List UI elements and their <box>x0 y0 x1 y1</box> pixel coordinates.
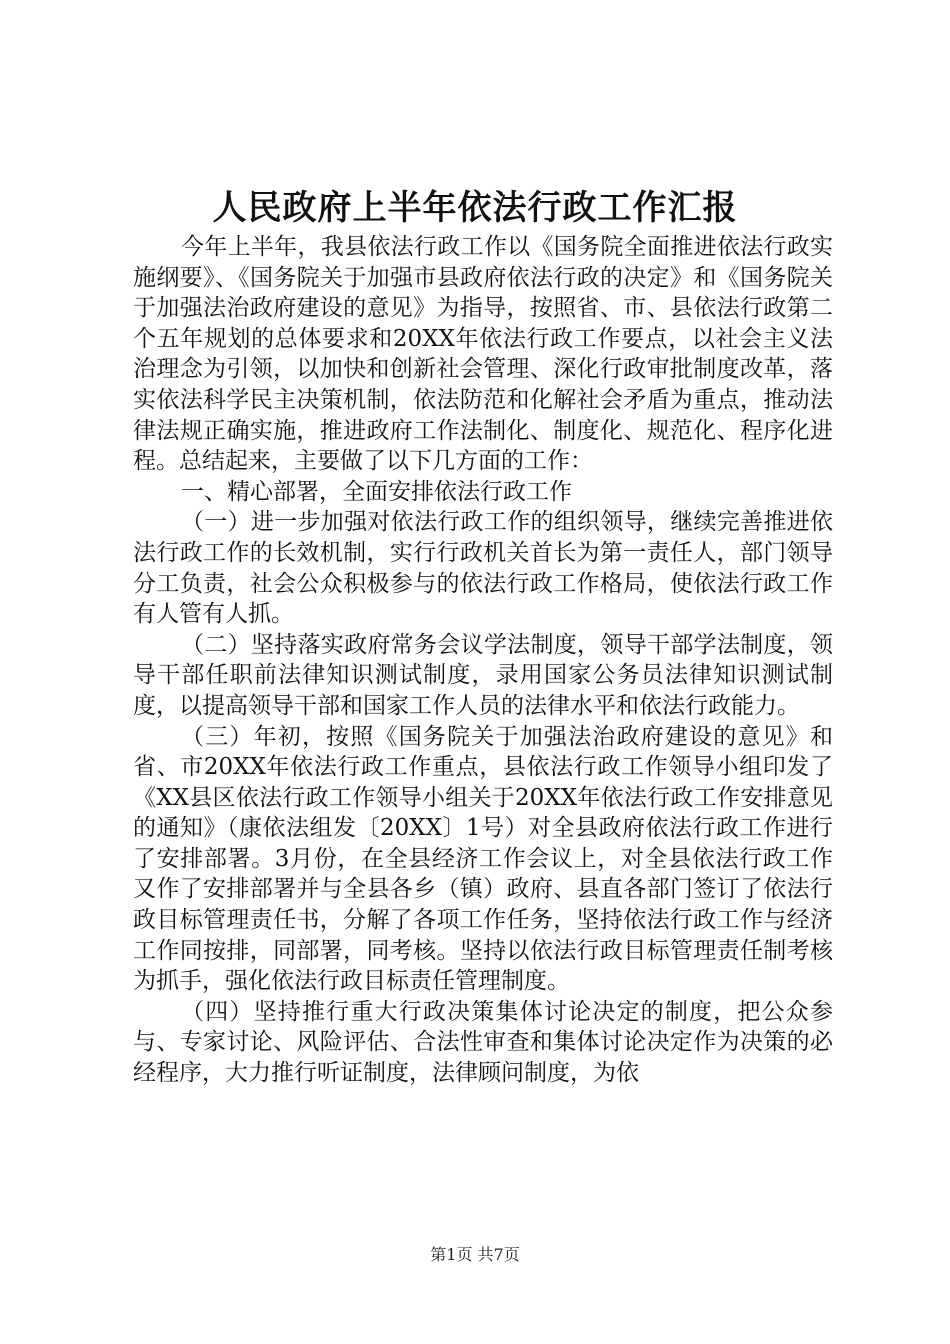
paragraph-item-2: （二）坚持落实政府常务会议学法制度，领导干部学法制度，领导干部任职前法律知识测试制度，录用国家公务员法律知识测试制度，以提高领导干部和国家工作人员的法律水平和依法行政能力。 <box>133 631 833 719</box>
document-body <box>133 232 833 1089</box>
page-footer: 第1页 共7页 <box>430 1245 520 1264</box>
section-heading: 一、精心部署，全面安排依法行政工作 <box>181 478 572 505</box>
paragraph-intro: 今年上半年，我县依法行政工作以《国务院全面推进依法行政实施纲要》、《国务院关于加强市县政府依法行政的决定》和《国务院关于加强法治政府建设的意见》为指导，按照省、市、县依法行政第二个五年规划的总体要求和20XX年依法行政工作要点，以社会主义法治理念为引领，以加快和创新社会管理、深化行政审批制度改革，落实依法科学民主决策机制，依法防范和化解社会矛盾为重点，推动法律法规正确实施，推进政府工作法制化、制度化、规范化、程序化进程。总结起来，主要做了以下几方面的工作： <box>133 234 833 475</box>
paragraph-item-3: （三）年初，按照《国务院关于加强法治政府建设的意见》和省、市20XX年依法行政工作重点，县依法行政工作领导小组印发了《XX县区依法行政工作领导小组关于20XX年依法行政工作安排意见的通知》（康依法组发〔20XX〕1号）对全县政府依法行政工作进行了安排部署。3月份，在全县经济工作会议上，对全县依法行政工作又作了安排部署并与全县各乡（镇）政府、县直各部门签订了依法行政目标管理责任书，分解了各项工作任务，坚持依法行政工作与经济工作同按排，同部署，同考核。坚持以依法行政目标管理责任制考核为抓手，强化依法行政目标责任管理制度。 <box>133 723 833 995</box>
document-title: 人民政府上半年依法行政工作汇报 <box>212 188 738 228</box>
paragraph-item-1: （一）进一步加强对依法行政工作的组织领导，继续完善推进依法行政工作的长效机制，实行行政机关首长为第一责任人，部门领导分工负责，社会公众积极参与的依法行政工作格局，使依法行政工作有人管有人抓。 <box>133 509 833 628</box>
paragraph-item-4: （四）坚持推行重大行政决策集体讨论决定的制度，把公众参与、专家讨论、风险评估、合法性审查和集体讨论决定作为决策的必经程序，大力推行听证制度，法律顾问制度，为依 <box>133 998 833 1087</box>
